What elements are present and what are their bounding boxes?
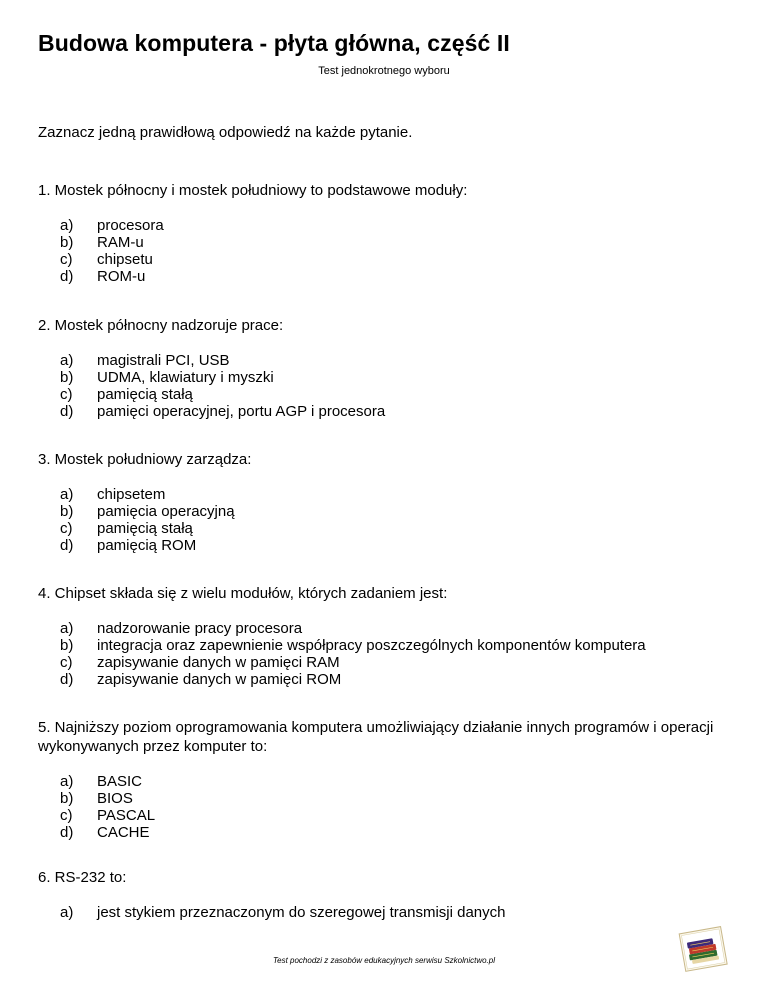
option-letter: a) xyxy=(60,217,74,234)
option-letter: d) xyxy=(60,268,74,285)
options-list xyxy=(60,904,728,921)
option-text: procesora xyxy=(97,217,164,234)
option-letter: b) xyxy=(60,637,74,654)
options-list xyxy=(60,773,728,841)
option-letter: b) xyxy=(60,790,74,807)
option-d[interactable] xyxy=(60,537,728,554)
option-b[interactable] xyxy=(60,503,728,520)
option-c[interactable] xyxy=(60,520,728,537)
option-text: RAM-u xyxy=(97,234,144,251)
option-a[interactable] xyxy=(60,620,728,637)
option-c[interactable] xyxy=(60,807,728,824)
option-letter: c) xyxy=(60,251,73,268)
question-text: 2. Mostek północny nadzoruje prace: xyxy=(38,317,284,334)
option-letter: d) xyxy=(60,403,74,420)
option-text: pamięcią ROM xyxy=(97,537,197,554)
option-letter: b) xyxy=(60,369,74,386)
test-type-subtitle: Test jednokrotnego wyboru xyxy=(318,65,450,77)
option-letter: d) xyxy=(60,671,74,688)
option-d[interactable] xyxy=(60,671,728,688)
option-letter: a) xyxy=(60,620,74,637)
options-list xyxy=(60,486,728,554)
question-5 xyxy=(38,718,728,841)
option-letter: c) xyxy=(60,520,73,537)
option-letter: c) xyxy=(60,807,73,824)
option-text: pamięci operacyjnej, portu AGP i procesora xyxy=(97,403,386,420)
option-c[interactable] xyxy=(60,386,728,403)
option-letter: c) xyxy=(60,386,73,403)
option-b[interactable] xyxy=(60,234,728,251)
question-2 xyxy=(38,316,728,420)
option-letter: b) xyxy=(60,503,74,520)
option-text: pamięcia operacyjną xyxy=(97,503,235,520)
page-title: Budowa komputera - płyta główna, część II xyxy=(38,30,510,56)
option-c[interactable] xyxy=(60,654,728,671)
option-text: PASCAL xyxy=(97,807,156,824)
source-footer: Test pochodzi z zasobów edukacyjnych serwisu Szkolnictwo.pl xyxy=(272,956,496,965)
option-letter: a) xyxy=(60,773,74,790)
question-1 xyxy=(38,181,728,285)
option-a[interactable] xyxy=(60,904,728,921)
question-text: 5. Najniższy poziom oprogramowania komputera umożliwiający działanie innych programów i operacji wykonywanych przez komputer to: xyxy=(38,719,714,755)
option-letter: a) xyxy=(60,486,74,503)
question-4 xyxy=(38,584,728,688)
option-text: magistrali PCI, USB xyxy=(97,352,230,369)
option-text: BIOS xyxy=(97,790,133,807)
question-text: 4. Chipset składa się z wielu modułów, których zadaniem jest: xyxy=(38,585,448,602)
question-6 xyxy=(38,868,728,921)
option-letter: a) xyxy=(60,904,74,921)
option-text: CACHE xyxy=(97,824,150,841)
option-letter: a) xyxy=(60,352,74,369)
option-text: chipsetu xyxy=(97,251,153,268)
question-3 xyxy=(38,450,728,554)
books-icon xyxy=(676,922,730,974)
option-text: BASIC xyxy=(97,773,143,790)
option-text: chipsetem xyxy=(97,486,166,503)
option-text: pamięcią stałą xyxy=(97,386,193,403)
question-text: 1. Mostek północny i mostek południowy to podstawowe moduły: xyxy=(38,182,468,199)
option-text: UDMA, klawiatury i myszki xyxy=(97,369,274,386)
option-d[interactable] xyxy=(60,824,728,841)
option-a[interactable] xyxy=(60,486,728,503)
option-d[interactable] xyxy=(60,403,728,420)
option-letter: c) xyxy=(60,654,73,671)
option-text: zapisywanie danych w pamięci RAM xyxy=(97,654,340,671)
option-b[interactable] xyxy=(60,637,728,654)
option-text: pamięcią stałą xyxy=(97,520,193,537)
option-a[interactable] xyxy=(60,352,728,369)
option-d[interactable] xyxy=(60,268,728,285)
option-a[interactable] xyxy=(60,773,728,790)
option-letter: d) xyxy=(60,824,74,841)
options-list xyxy=(60,217,728,285)
option-b[interactable] xyxy=(60,369,728,386)
option-text: nadzorowanie pracy procesora xyxy=(97,620,303,637)
question-text: 6. RS-232 to: xyxy=(38,869,127,886)
instruction-text: Zaznacz jedną prawidłową odpowiedź na każde pytanie. xyxy=(38,124,413,141)
option-b[interactable] xyxy=(60,790,728,807)
option-text: integracja oraz zapewnienie współpracy poszczególnych komponentów komputera xyxy=(97,637,646,654)
option-text: jest stykiem przeznaczonym do szeregowej transmisji danych xyxy=(97,904,506,921)
option-text: zapisywanie danych w pamięci ROM xyxy=(97,671,342,688)
option-letter: d) xyxy=(60,537,74,554)
option-text: ROM-u xyxy=(97,268,146,285)
option-a[interactable] xyxy=(60,217,728,234)
question-text: 3. Mostek południowy zarządza: xyxy=(38,451,252,468)
option-c[interactable] xyxy=(60,251,728,268)
options-list xyxy=(60,352,728,420)
options-list xyxy=(60,620,728,688)
option-letter: b) xyxy=(60,234,74,251)
